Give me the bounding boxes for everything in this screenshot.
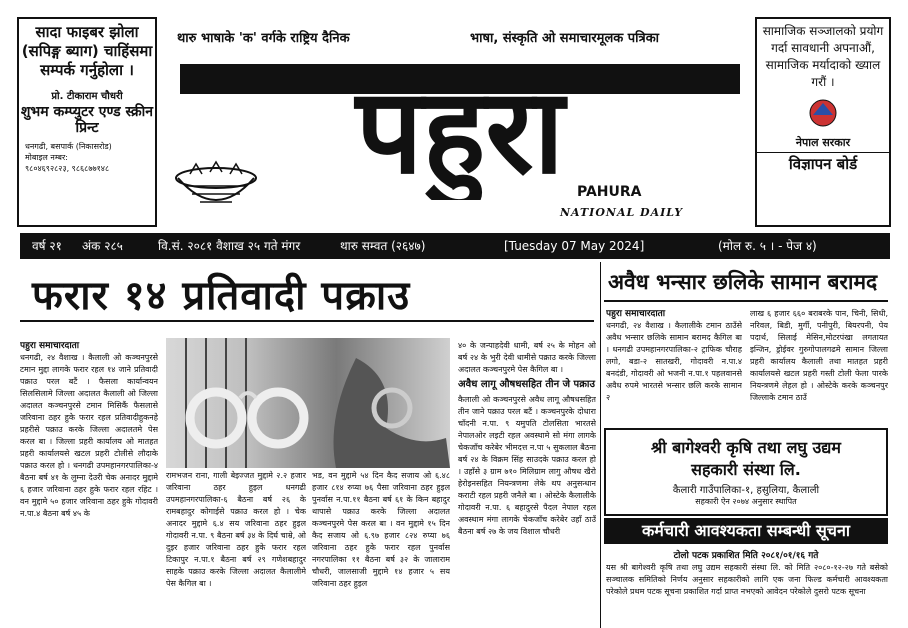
- left-ad-phones: ९८०४६९२८२३, ९८६८७७१४८: [25, 164, 110, 173]
- main-story-col4: [458, 340, 596, 628]
- left-ad-mobile-label: मोबाइल नम्बर:: [25, 153, 68, 162]
- right-ad-text: सामाजिक सञ्जालको प्रयोग गर्दा सावधानी अपनाऔं, सामाजिक मर्यादाको ख्याल गरौं ।: [762, 24, 884, 89]
- notice-header: टोलो पटक प्रकाशित मिति २०८१/०१/१६ गते: [673, 551, 819, 561]
- notice-title: कर्मचारी आवश्यकता सम्बन्धी सूचना: [604, 518, 888, 544]
- right-ad-box: [755, 17, 891, 227]
- masthead-latin: PAHURA: [577, 184, 642, 200]
- masthead-subtitle: NATIONAL DAILY: [560, 206, 684, 219]
- coop-name-line2: सहकारी संस्था लि.: [691, 460, 801, 479]
- headline-rule: [20, 320, 594, 322]
- main-headline: फरार १४ प्रतिवादी पक्राउ: [32, 273, 411, 319]
- right-story-source: पहुरा समाचारदाता: [606, 309, 666, 319]
- main-story-subhead: अवैध लागू औषधसहित तीन जे पक्राउ: [458, 379, 595, 390]
- main-story-col4-text-b: कैलाली ओ कञ्चनपुरसे अवैध लागू औषधसहित तीन जाने पक्राउ परल बटैं । कञ्चनपुरके दोधारा चाँदनी न.पा. ९ यमुपति टोलसिता भारतसे नेपालओर लइटी रहल अवस्थामे सो मंगा लागके चेकजाँच करेबेर भीमदत्त न.पा ५ सुकलाल बैठना बर्ष २४ के विक्रम सिंह साउदके पक्राउ करल हो । उहाँसे ३ ग्राम ७१० मिलिग्राम लागु औषध खैरो हेरोइनसहित नियन्त्रणमा लेके थप अनुसन्धान कराटी रहल प्रहरी जनैले बा । ओस्टेके कैलालीके गोदावरी न.पा. ६ बहादुरसे पैदल नेपाल रहल अवस्थाम मंगा लागके चेकजाँच करेबेर उहाँ ठाउँ बैठना बर्ष २७ के जय विशाल चौधरी: [458, 395, 596, 536]
- issue-label: अंक २८५: [82, 239, 123, 253]
- tharu-era: थारु सम्वत (२६४७): [340, 239, 426, 253]
- coop-name-line1: श्री बागेश्वरी कृषि तथा लघु उद्यम: [651, 438, 841, 457]
- notice-body: [606, 562, 888, 628]
- column-divider: [600, 262, 601, 628]
- main-story-col3-text: भड, वन मुद्दामे ५४ दिन कैद सजाय ओ ६.४८ हजार ८१४ रुप्या ७६ पैसा जरिवाना ठहर हुइल पुनर्वास न.पा.११ बैठना बर्ष ६१ के किन बहादुर थापासे पक्राउ करके जिल्ला अदालत कञ्चनपुरमे पेस करल बा । वन मुद्दामे १५ दिन कैद सजाय ओ ६.९७ हजार ८२४ रुप्या ७६ जरिवाना ठहर हुके फरार रहल पुनर्वास नगरपालिका ११ बैठना बर्ष ३२ के जालाराम चौधरी, जालसाजी मुद्दामे १४ हजार ५ सय जरिवाना ठहर हुइल: [312, 471, 450, 588]
- nepal-emblem-icon: [805, 97, 841, 127]
- vs-date: वि.सं. २०८१ वैशाख २५ गते मंगर: [158, 239, 301, 253]
- volume-label: वर्ष २१: [32, 239, 62, 253]
- handcuffs-icon: [166, 338, 450, 468]
- coop-address: कैलारी गाउँपालिका-१, हसुलिया, कैलाली: [672, 485, 820, 496]
- english-date: [Tuesday 07 May 2024]: [504, 239, 645, 253]
- main-story-col1-text: धनगढी, २४ वैशाख । कैलाली ओ कञ्चनपुरसे टमान मुद्दा लागके फरार रहल १४ जाने प्रतिवादी पक्राउ परल बटैं । फैसला कार्यान्वयन सिलसिलामे जिल्ला अदालत कैलाली ओ जिल्ला अदालत कञ्चनपुरसे टमान मिसिकैं फैसलासे जरिवाना ठहर हुके फरार रहल प्रतिवादीहुकनहे प्रहरीसे पक्राउ करके जिल्ला अदालतमे पेस करल बा । जिल्ला प्रहरी कार्यालय ओ मातहत प्रहरी कार्यालयसे खटल प्रहरी टोलीसे लौदाके पक्राउ करल हो । धनगढी उपमहानगरपालिका-४ बैठना बर्ष ४१ के लुम्ना देउरी चेक अनादर मुद्दामे ६ हजार जरिवाना ठहर हुके फरार रहल रहिट । वन मुद्दामे ५० हजार जरिवाना ठहर हुके गोदावरी न.पा.४ बैठना बर्ष ४५ के: [20, 353, 158, 518]
- left-ad-company: शुभम कम्प्युटर एण्ड स्क्रीन प्रिन्ट: [20, 104, 154, 136]
- main-story-source: पहुरा समाचारदाता: [20, 341, 80, 351]
- left-ad-proprietor: प्रो. टीकाराम चौधरी: [51, 91, 123, 102]
- main-story-col2: [166, 470, 306, 628]
- notice-body-text: यस श्री बागेश्वरी कृषि तथा लघु उद्यम सहकारी संस्था लि. को मिति २०८०-१२-२७ गते बसेको सञ्चालक समितिको निर्णय अनुसार सहकारीको लागि एक जना फिल्ड कर्मचारी आवश्यकता परेकोले प्रथम पटक सूचना प्रकाशित गर्दा प्राप्त नभएको आवेदन परेकोले दुसरो पटक सूचना: [606, 563, 888, 596]
- left-ad-address: धनगढी, बसपार्क (निकासरोड): [25, 142, 112, 151]
- main-story-col1: [20, 340, 158, 628]
- main-story-col2-text: रामभजन राना, गाली बेइज्जत मुद्दामे २.२ हजार जरिवाना ठहर हुइल धनगढी उपमहानगरपालिका-६ बैठना बर्ष २६ के रामबहादुर कोगाईसे पक्राउ करल हो । चेक अनादर मुद्दामे ६.४ सय जरिवाना ठहर हुइल गोदावरी न.पा. ९ बैठना बर्ष ३४ के दिर्घ चाम्रे, ओ दुइर हजार जरिवाना ठहर हुके फरार रहल टिकापुर न.पा.१ बैठना बर्ष २९ गणेशबहादुर साहके पक्राउ करके जिल्ला अदालत कैलालीमे पेस कैगिल बा ।: [166, 471, 306, 588]
- masthead-logo: [180, 50, 740, 200]
- right-story-col2-text: लाख ६ हजार ६६० बराबरके पान, चिनी, सिधी, नरिवल, बिडी, मुर्गी, पनीपुरी, बियरपनी, पेय पदार्थ, सिलाई मेसिन,मोटरपंखा लगतायत इन्जिन, ड्रोईवर गुरुगोपालगढमे सामान जिल्ला प्रहरी कार्यालय कैलाली तथा मातहत प्रहरी कार्यालयसे खटल प्रहरी गस्ती टोली फेला पारके नियन्त्रणमे लेहल हो । ओस्टेके करके कञ्चनपुर जिल्लाके टमान ठाउँ: [750, 309, 888, 402]
- right-story-col1-text: धनगढी, २४ वैशाख । कैलालीके टमान ठाउँसे अवैध भन्सार छलिके सामान बरामद कैगिल बा । धनगढी उपमहानगरपालिका-२ ट्राफिक चौराह लगो, बडा-२ सातखरी, गोदावरी न.पा.४ बनदंडी, गोदावरी ओ भजनी न.पा.१ पहलवानसे अवैध रुपमे भारतसे भन्सार छलि करके सामान २: [606, 321, 742, 402]
- tagline-left: थारु भाषाके 'क' वर्गके राष्ट्रिय दैनिक: [177, 31, 350, 46]
- right-story-col2: [750, 308, 888, 426]
- masthead-title: पहुरा: [355, 62, 565, 200]
- main-story-col3: [312, 470, 450, 628]
- main-story-col4-text-a: ४० के जन्पाहदेवी धामी, बर्ष २५ के मोहन ओ बर्ष २४ के भुरी देवी धामीसे पक्राउ करके जिल्ला अदालत कञ्चनपुरमे पेस कैगिल बा ।: [458, 341, 596, 374]
- masthead: [180, 50, 740, 200]
- handcuffs-photo: [166, 338, 450, 468]
- right-ad-board: विज्ञापन बोर्ड: [757, 152, 889, 174]
- coop-ad-box: [604, 428, 888, 516]
- right-ad-gov: नेपाल सरकार: [795, 136, 851, 149]
- tagline-right: भाषा, संस्कृति ओ समाचारमूलक पत्रिका: [470, 31, 660, 46]
- price-pages: (मोल रु. ५ । - पेज ४): [718, 239, 817, 253]
- right-story-col1: [606, 308, 742, 426]
- basket-illustration: [170, 160, 262, 220]
- left-ad-headline: सादा फाइबर झोला (सपिङ्ग ब्याग) चाहिंसमा सम्पर्क गर्नुहोला ।: [21, 23, 153, 79]
- date-bar: [20, 233, 890, 259]
- left-ad-box: [17, 17, 157, 227]
- coop-registration: सहकारी ऐन २०७४ अनुसार स्थापित: [695, 497, 797, 506]
- right-story-headline: अवैध भन्सार छलिके सामान बरामद: [608, 270, 878, 294]
- right-headline-rule: [604, 300, 888, 302]
